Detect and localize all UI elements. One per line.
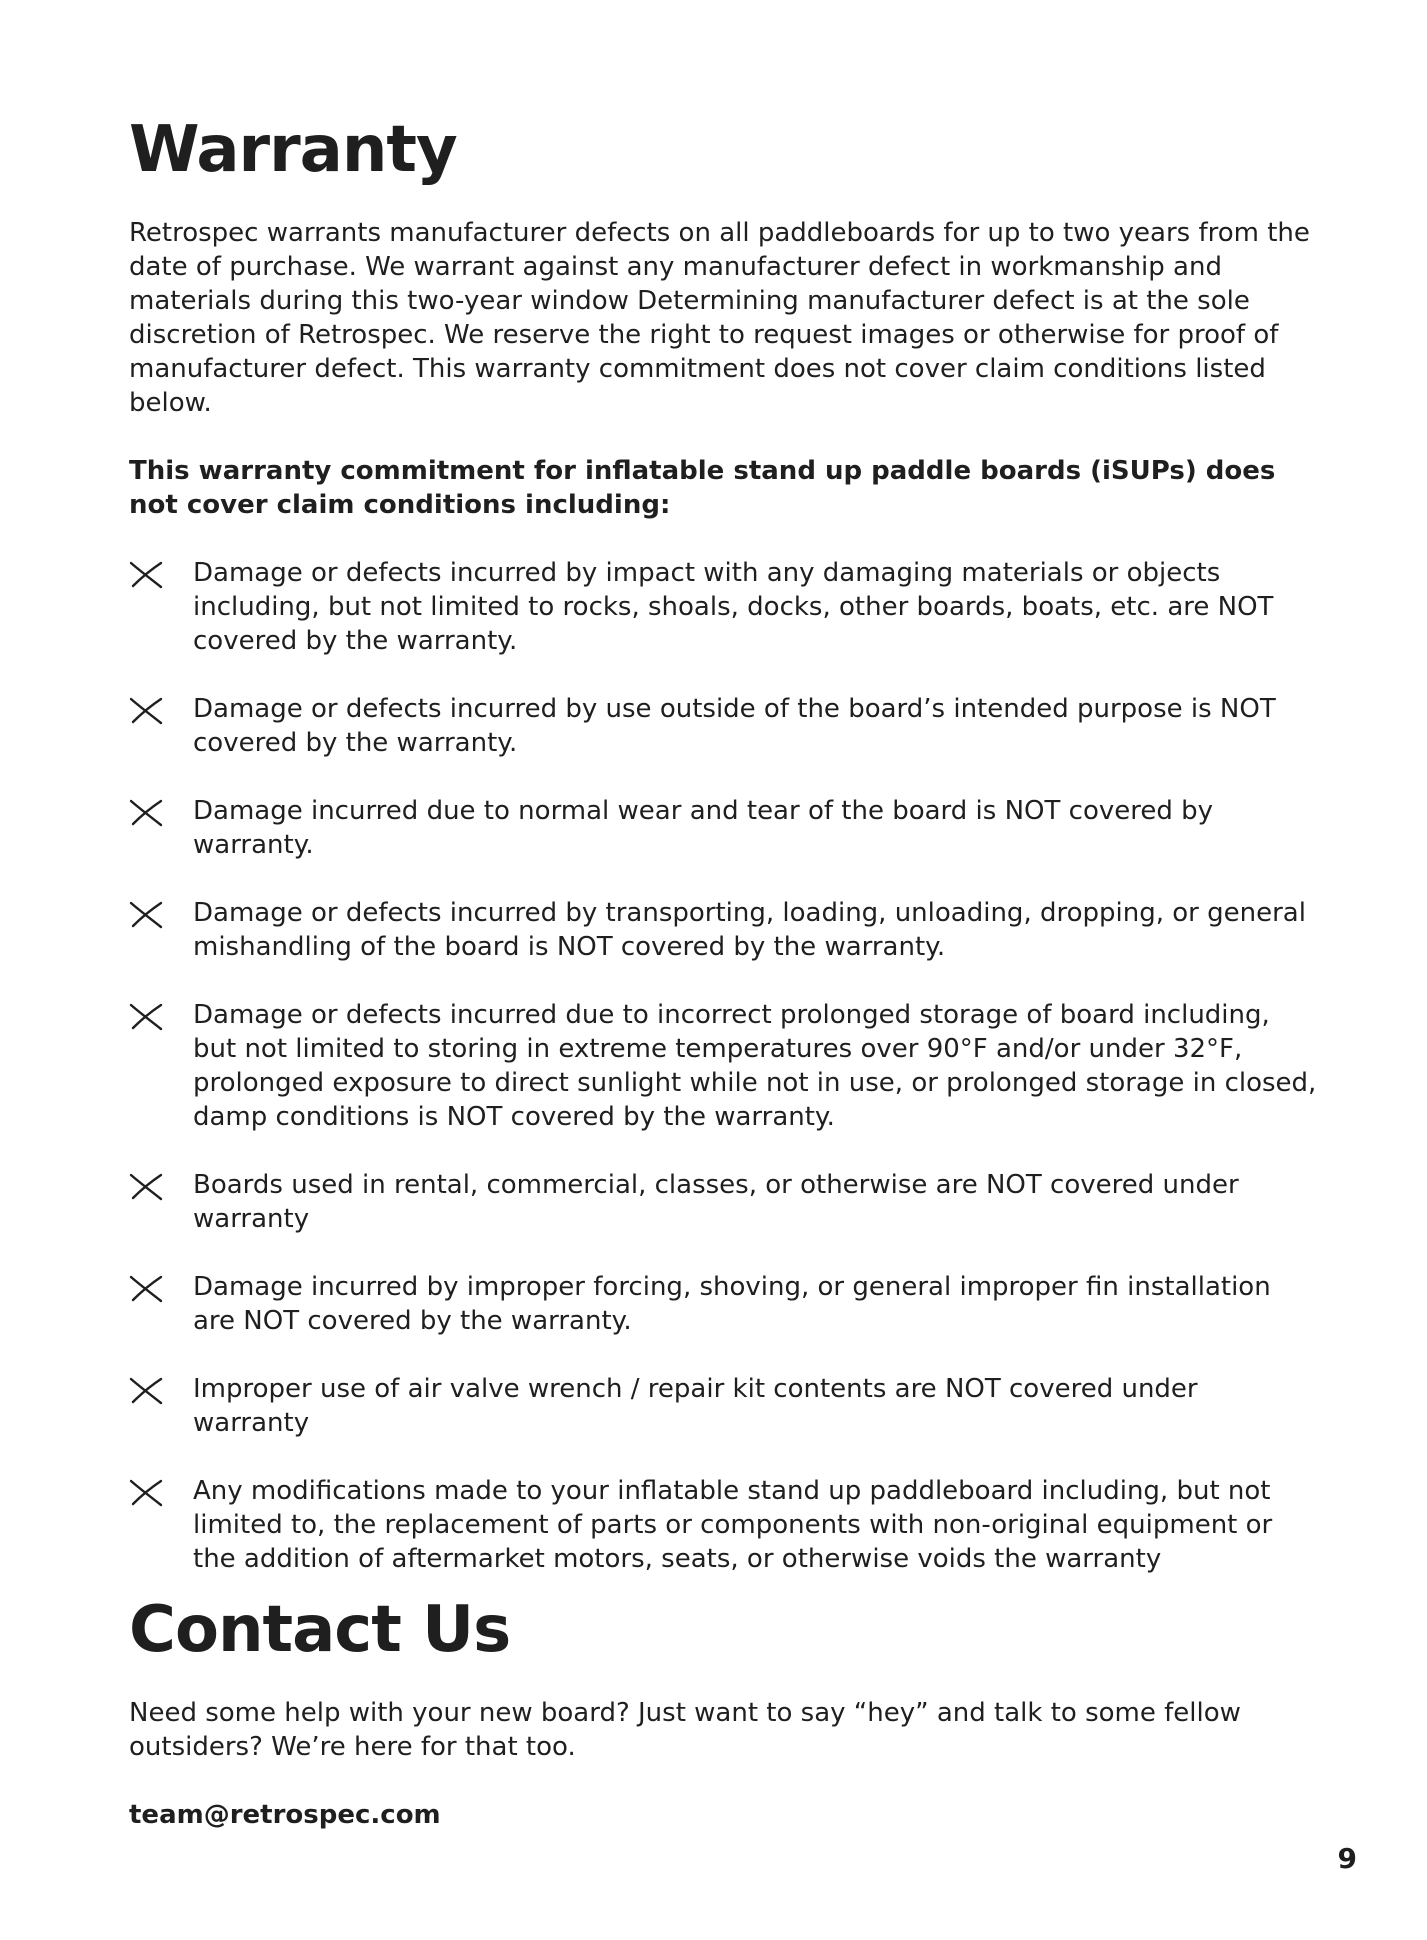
list-item: [129, 1270, 1319, 1338]
warranty-intro: Retrospec warrants manufacturer defects on all paddleboards for up to two years from the date of purchase. We warrant against any manufacturer defect in workmanship and materials during this two-year window Determining manufacturer defect is at the sole discretion of Retrospec. We reserve the right to request images or otherwise for proof of manufacturer defect. This warranty commitment does not cover claim conditions listed below.: [129, 218, 1310, 418]
x-mark-icon: [129, 1172, 163, 1202]
warranty-title: Warranty: [129, 113, 457, 187]
list-item-text: Damage or defects incurred by transporting, loading, unloading, dropping, or general mishandling of the board is NOT covered by the warranty.: [193, 898, 1306, 962]
list-item: [129, 692, 1319, 760]
contact-email-link[interactable]: team@retrospec.com: [129, 1800, 441, 1830]
x-mark-icon: [129, 1274, 163, 1304]
list-item: [129, 1474, 1319, 1576]
list-item: [129, 1372, 1319, 1440]
x-mark-icon: [129, 1376, 163, 1406]
claims-list: [129, 556, 1319, 1576]
list-item-text: Damage or defects incurred due to incorrect prolonged storage of board including, but not limited to storing in extreme temperatures over 90°F and/or under 32°F, prolonged exposure to direct sunlight while not in use, or prolonged storage in closed, damp conditions is NOT covered by the warranty.: [193, 1000, 1317, 1132]
list-item-text: Improper use of air valve wrench / repair kit contents are NOT covered under warranty: [193, 1374, 1198, 1438]
list-item-text: Boards used in rental, commercial, classes, or otherwise are NOT covered under warranty: [193, 1170, 1239, 1234]
list-item: [129, 556, 1319, 658]
list-item: [129, 1168, 1319, 1236]
list-item: [129, 998, 1319, 1134]
list-item-text: Damage incurred due to normal wear and tear of the board is NOT covered by warranty.: [193, 796, 1214, 860]
x-mark-icon: [129, 798, 163, 828]
warranty-lead: This warranty commitment for inflatable stand up paddle boards (iSUPs) does not cover claim conditions including:: [129, 456, 1276, 520]
x-mark-icon: [129, 900, 163, 930]
list-item: [129, 794, 1319, 862]
x-mark-icon: [129, 560, 163, 590]
contact-title: Contact Us: [129, 1593, 511, 1667]
contact-text: Need some help with your new board? Just want to say “hey” and talk to some fellow outsiders? We’re here for that too.: [129, 1698, 1241, 1762]
list-item-text: Damage or defects incurred by impact with any damaging materials or objects including, but not limited to rocks, shoals, docks, other boards, boats, etc. are NOT covered by the warranty.: [193, 558, 1274, 656]
page-content: [129, 113, 1319, 1832]
x-mark-icon: [129, 1478, 163, 1508]
list-item-text: Damage or defects incurred by use outside of the board’s intended purpose is NOT covered by the warranty.: [193, 694, 1276, 758]
page-number: 9: [1337, 1842, 1357, 1875]
list-item-text: Damage incurred by improper forcing, shoving, or general improper fin installation are NOT covered by the warranty.: [193, 1272, 1271, 1336]
list-item-text: Any modifications made to your inflatable stand up paddleboard including, but not limited to, the replacement of parts or components with non-original equipment or the addition of aftermarket motors, seats, or otherwise voids the warranty: [193, 1476, 1273, 1574]
list-item: [129, 896, 1319, 964]
x-mark-icon: [129, 696, 163, 726]
x-mark-icon: [129, 1002, 163, 1032]
